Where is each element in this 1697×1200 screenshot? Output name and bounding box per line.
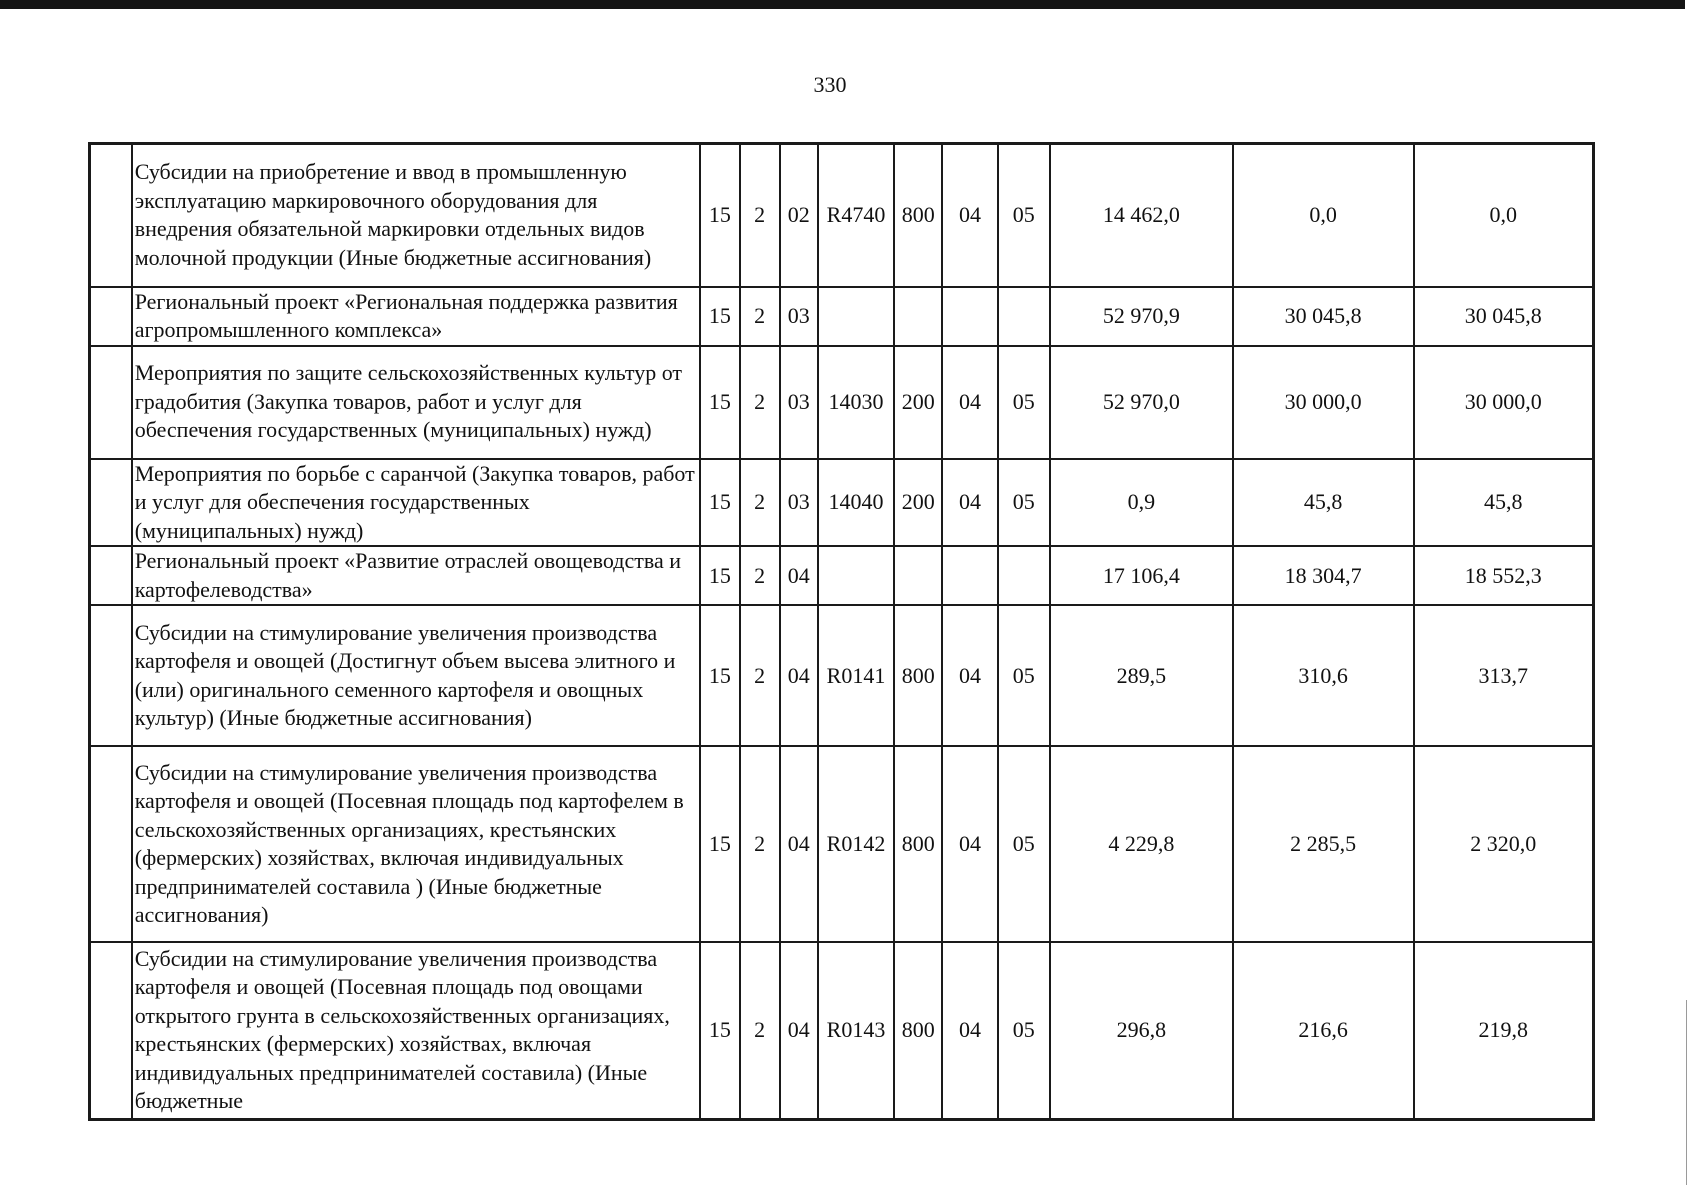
table-row [90,144,1594,287]
code-cell: 15 [700,605,739,746]
row-number-cell [90,746,132,942]
code-cell [942,287,997,346]
row-number-cell [90,144,132,287]
amount-cell: 0,9 [1050,459,1233,547]
code-cell: 15 [700,144,739,287]
budget-table [88,142,1595,1121]
table-row [90,746,1594,942]
code-cell [894,287,942,346]
code-cell: 15 [700,746,739,942]
code-cell: 200 [894,346,942,459]
amount-cell: 30 000,0 [1233,346,1414,459]
code-cell: 04 [780,546,818,605]
amount-cell: 52 970,0 [1050,346,1233,459]
item-name-cell: Региональный проект «Развитие отраслей овощеводства и картофелеводства» [132,546,701,605]
code-cell: 02 [780,144,818,287]
amount-cell: 289,5 [1050,605,1233,746]
code-cell: 03 [780,459,818,547]
code-cell: 800 [894,942,942,1119]
item-name-cell: Субсидии на стимулирование увеличения производства картофеля и овощей (Посевная площадь под картофелем в сельскохозяйственных организациях, крестьянских (фермерских) хозяйствах, включая индивидуальных предпринимателей составила ) (Иные бюджетные ассигнования) [132,746,701,942]
code-cell: 800 [894,144,942,287]
code-cell [942,546,997,605]
code-cell: 03 [780,346,818,459]
amount-cell: 310,6 [1233,605,1414,746]
code-cell [998,546,1050,605]
code-cell [818,546,894,605]
code-cell: 15 [700,942,739,1119]
code-cell: R0143 [818,942,894,1119]
code-cell: 15 [700,287,739,346]
amount-cell: 45,8 [1414,459,1594,547]
code-cell: 2 [740,746,780,942]
code-cell: 2 [740,144,780,287]
code-cell: 05 [998,605,1050,746]
amount-cell: 2 320,0 [1414,746,1594,942]
amount-cell: 216,6 [1233,942,1414,1119]
scan-edge-mark [1686,1000,1687,1185]
code-cell: 04 [942,942,997,1119]
row-number-cell [90,942,132,1119]
code-cell: 05 [998,459,1050,547]
row-number-cell [90,287,132,346]
table-row [90,546,1594,605]
row-number-cell [90,346,132,459]
code-cell [998,287,1050,346]
code-cell: 04 [780,746,818,942]
amount-cell: 4 229,8 [1050,746,1233,942]
code-cell: 14030 [818,346,894,459]
code-cell: 04 [942,144,997,287]
code-cell: R0142 [818,746,894,942]
row-number-cell [90,546,132,605]
amount-cell: 18 552,3 [1414,546,1594,605]
amount-cell: 45,8 [1233,459,1414,547]
amount-cell: 296,8 [1050,942,1233,1119]
amount-cell: 313,7 [1414,605,1594,746]
amount-cell: 30 045,8 [1233,287,1414,346]
code-cell: 04 [942,746,997,942]
amount-cell: 0,0 [1414,144,1594,287]
code-cell: R0141 [818,605,894,746]
table-row [90,605,1594,746]
code-cell: 04 [942,346,997,459]
item-name-cell: Субсидии на приобретение и ввод в промышленную эксплуатацию маркировочного оборудования для внедрения обязательной маркировки отдельных видов молочной продукции (Иные бюджетные ассигнования) [132,144,701,287]
code-cell: 03 [780,287,818,346]
code-cell: R4740 [818,144,894,287]
code-cell: 15 [700,346,739,459]
table-row [90,459,1594,547]
code-cell: 2 [740,942,780,1119]
row-number-cell [90,459,132,547]
amount-cell: 2 285,5 [1233,746,1414,942]
code-cell: 05 [998,746,1050,942]
code-cell: 05 [998,346,1050,459]
code-cell: 04 [780,942,818,1119]
code-cell: 05 [998,144,1050,287]
code-cell: 05 [998,942,1050,1119]
code-cell: 04 [942,459,997,547]
code-cell: 2 [740,459,780,547]
code-cell: 2 [740,346,780,459]
amount-cell: 18 304,7 [1233,546,1414,605]
code-cell: 2 [740,287,780,346]
item-name-cell: Региональный проект «Региональная поддержка развития агропромышленного комплекса» [132,287,701,346]
page-number: 330 [813,72,847,97]
code-cell [818,287,894,346]
code-cell: 14040 [818,459,894,547]
code-cell: 800 [894,605,942,746]
code-cell: 800 [894,746,942,942]
table-row [90,346,1594,459]
amount-cell: 17 106,4 [1050,546,1233,605]
amount-cell: 52 970,9 [1050,287,1233,346]
item-name-cell: Субсидии на стимулирование увеличения производства картофеля и овощей (Достигнут объем высева элитного и (или) оригинального семенного картофеля и овощных культур) (Иные бюджетные ассигнования) [132,605,701,746]
amount-cell: 30 000,0 [1414,346,1594,459]
table-row [90,942,1594,1119]
code-cell: 200 [894,459,942,547]
code-cell: 04 [942,605,997,746]
item-name-cell: Субсидии на стимулирование увеличения производства картофеля и овощей (Посевная площадь под овощами открытого грунта в сельскохозяйственных организациях, крестьянских (фермерских) хозяйствах, включая индивидуальных предпринимателей составила) (Иные бюджетные [132,942,701,1119]
code-cell: 04 [780,605,818,746]
item-name-cell: Мероприятия по борьбе с саранчой (Закупка товаров, работ и услуг для обеспечения государственных (муниципальных) нужд) [132,459,701,547]
code-cell: 2 [740,546,780,605]
code-cell [894,546,942,605]
code-cell: 15 [700,546,739,605]
code-cell: 2 [740,605,780,746]
row-number-cell [90,605,132,746]
amount-cell: 30 045,8 [1414,287,1594,346]
amount-cell: 14 462,0 [1050,144,1233,287]
table-row [90,287,1594,346]
code-cell: 15 [700,459,739,547]
amount-cell: 0,0 [1233,144,1414,287]
scan-top-edge [0,0,1685,9]
item-name-cell: Мероприятия по защите сельскохозяйственных культур от градобития (Закупка товаров, работ и услуг для обеспечения государственных (муниципальных) нужд) [132,346,701,459]
amount-cell: 219,8 [1414,942,1594,1119]
